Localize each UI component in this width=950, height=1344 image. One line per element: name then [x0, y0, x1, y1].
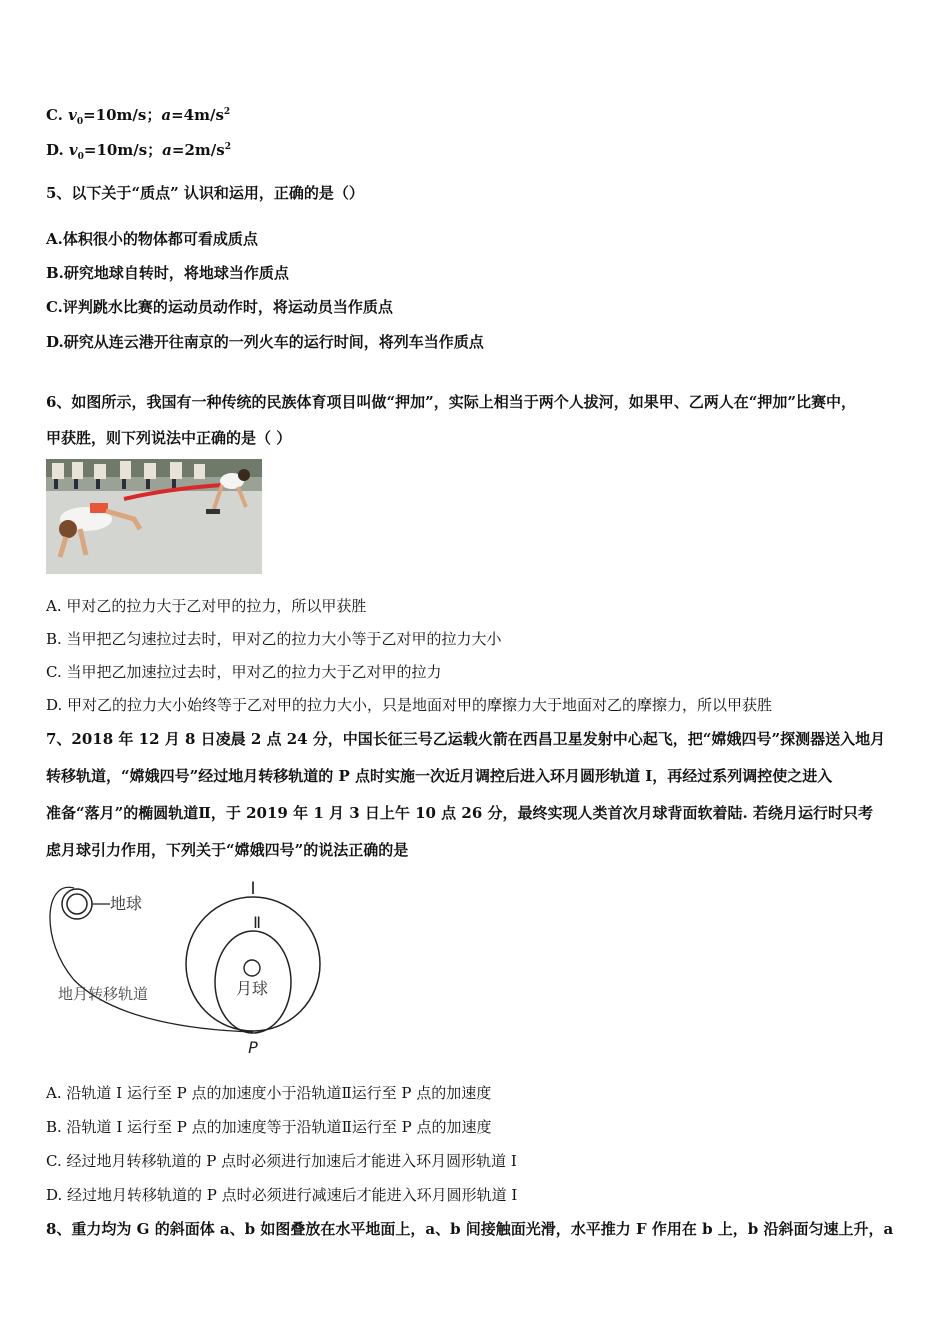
q5-option-b: B.研究地球自转时，将地球当作质点: [46, 264, 289, 282]
q6-option-a: A. 甲对乙的拉力大于乙对甲的拉力，所以甲获胜: [46, 597, 367, 615]
q5-stem: 5、以下关于“质点” 认识和运用，正确的是（）: [46, 184, 364, 202]
q5-option-c: C.评判跳水比赛的运动员动作时，将运动员当作质点: [46, 298, 393, 316]
orbit-diagram: [44, 870, 334, 1060]
q4-option-d: D. $v_0=10m/s$；$a=2m/s^2$: [46, 141, 231, 162]
q4-option-c: C. $v_0=10m/s$；$a=4m/s^2$: [46, 106, 231, 127]
q8-stem-line1: 8、重力均为 G 的斜面体 a、b 如图叠放在水平地面上，a、b 间接触面光滑，水平推力 F 作用在 b 上，b 沿斜面匀速上升，a: [46, 1220, 894, 1238]
q6-stem-line2: 甲获胜，则下列说法中正确的是（ ）: [46, 429, 292, 447]
q5-option-d: D.研究从连云港开往南京的一列火车的运行时间，将列车当作质点: [46, 333, 484, 351]
q6-stem-line1: 6、如图所示，我国有一种传统的民族体育项目叫做“押加”，实际上相当于两个人拔河，如果甲、乙两人在“押加”比赛中，: [46, 393, 856, 411]
q6-option-c: C. 当甲把乙加速拉过去时，甲对乙的拉力大于乙对甲的拉力: [46, 663, 442, 681]
q7-stem-line3: 准备“落月”的椭圆轨道Ⅱ，于 2019 年 1 月 3 日上午 10 点 26 分，最终实现人类首次月球背面软着陆. 若绕月运行时只考: [46, 804, 873, 822]
q7-option-d: D. 经过地月转移轨道的 P 点时必须进行减速后才能进入环月圆形轨道 I: [46, 1186, 518, 1204]
tug-of-war-illustration: [46, 459, 262, 574]
q7-option-c: C. 经过地月转移轨道的 P 点时必须进行加速后才能进入环月圆形轨道 I: [46, 1152, 517, 1170]
transfer-orbit: [50, 887, 253, 1032]
orbit-1-label: I: [250, 879, 256, 899]
q7-stem-line4: 虑月球引力作用，下列关于“嫦娥四号”的说法正确的是: [46, 841, 409, 859]
point-p-label: P: [248, 1038, 258, 1057]
q6-option-b: B. 当甲把乙匀速拉过去时，甲对乙的拉力大小等于乙对甲的拉力大小: [46, 630, 502, 648]
q5-option-a: A.体积很小的物体都可看成质点: [46, 230, 258, 248]
earth-inner-circle: [67, 894, 87, 914]
earth-label: 地球: [110, 894, 143, 913]
q7-option-a: A. 沿轨道 I 运行至 P 点的加速度小于沿轨道Ⅱ运行至 P 点的加速度: [46, 1084, 492, 1102]
q6-option-d: D. 甲对乙的拉力大小始终等于乙对甲的拉力大小，只是地面对甲的摩擦力大于地面对乙的摩擦力，所以甲获胜: [46, 696, 773, 714]
q7-stem-line2: 转移轨道，“嫦娥四号”经过地月转移轨道的 P 点时实施一次近月调控后进入环月圆形轨道 I，再经过系列调控使之进入: [46, 767, 833, 785]
transfer-orbit-label: 地月转移轨道: [58, 985, 149, 1003]
q7-option-b: B. 沿轨道 I 运行至 P 点的加速度等于沿轨道Ⅱ运行至 P 点的加速度: [46, 1118, 492, 1136]
q7-stem-line1: 7、2018 年 12 月 8 日凌晨 2 点 24 分，中国长征三号乙运载火箭在西昌卫星发射中心起飞，把“嫦娥四号”探测器送入地月: [46, 730, 886, 748]
orbit-2-label: Ⅱ: [253, 913, 261, 932]
moon-circle: [244, 960, 260, 976]
tug-of-war-photo: [46, 459, 262, 574]
moon-label: 月球: [235, 979, 269, 998]
